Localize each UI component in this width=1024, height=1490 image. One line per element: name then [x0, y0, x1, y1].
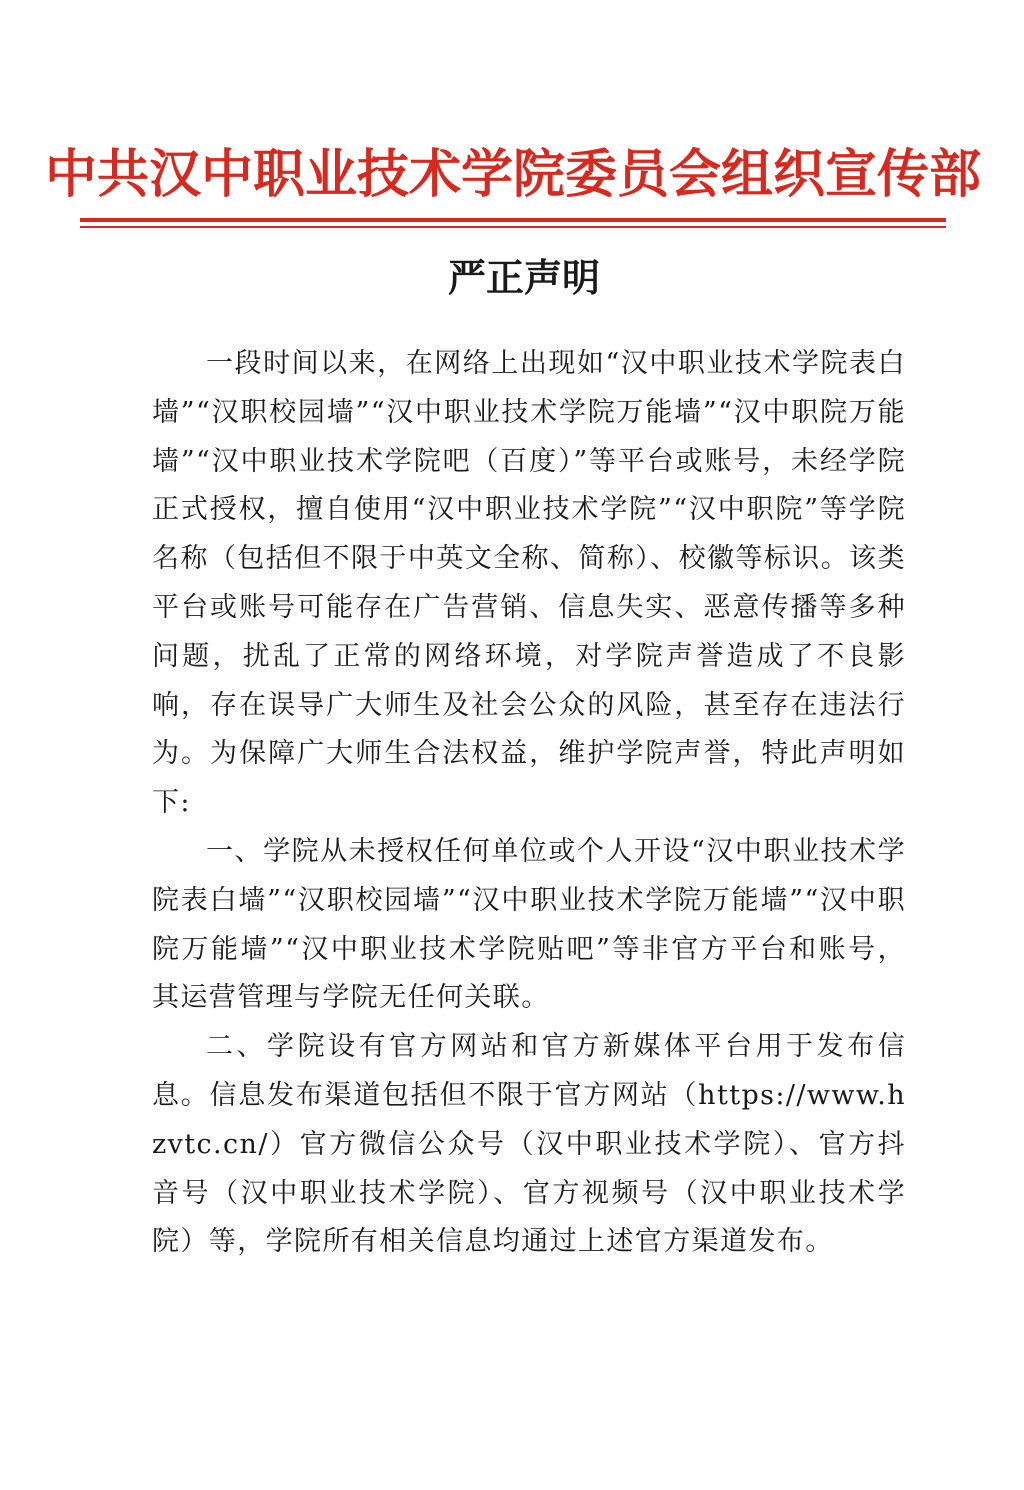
document-body [152, 340, 906, 1267]
letterhead-rule-thin [80, 226, 946, 228]
letterhead-rule-thick [80, 218, 946, 222]
paragraph-point-2: 二、学院设有官方网站和官方新媒体平台用于发布信息。信息发布渠道包括但不限于官方网站（https://www.hzvtc.cn/）官方微信公众号（汉中职业技术学院）、官方抖音号（汉中职业技术学院）、官方视频号（汉中职业技术学院）等，学院所有相关信息均通过上述官方渠道发布。 [152, 1031, 906, 1258]
letterhead [45, 140, 982, 210]
document-title: 严正声明 [447, 255, 600, 300]
letterhead-title: 中共汉中职业技术学院委员会组织宣传部 [45, 144, 982, 205]
paragraph-point-1: 一、学院从未授权任何单位或个人开设“汉中职业技术学院表白墙”“汉职校园墙”“汉中职业技术学院万能墙”“汉中职院万能墙”“汉中职业技术学院贴吧”等非官方平台和账号，其运营管理与学院无任何关联。 [152, 835, 906, 1014]
paragraph-intro: 一段时间以来，在网络上出现如“汉中职业技术学院表白墙”“汉职校园墙”“汉中职业技术学院万能墙”“汉中职院万能墙”“汉中职业技术学院吧（百度）”等平台或账号，未经学院正式授权，擅自使用“汉中职业技术学院”“汉中职院”等学院名称（包括但不限于中英文全称、简称）、校徽等标识。该类平台或账号可能存在广告营销、信息失实、恶意传播等多种问题，扰乱了正常的网络环境，对学院声誉造成了不良影响，存在误导广大师生及社会公众的风险，甚至存在违法行为。为保障广大师生合法权益，维护学院声誉，特此声明如下: [152, 348, 906, 819]
